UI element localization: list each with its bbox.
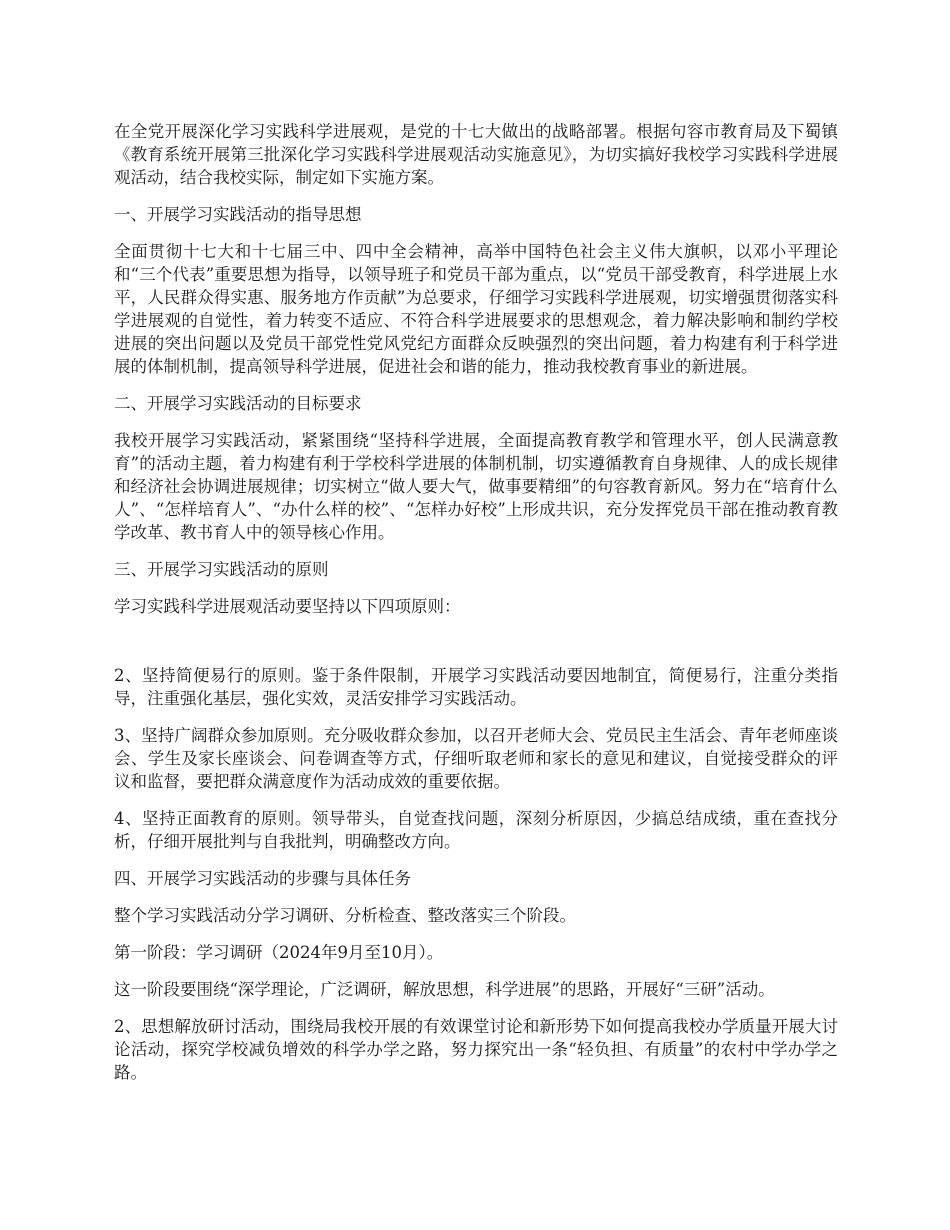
section-4-heading: 四、开展学习实践活动的步骤与具体任务 (114, 869, 411, 888)
section-3-heading: 三、开展学习实践活动的原则 (114, 560, 329, 579)
phase-1-paragraph: 这一阶段要围绕“深学理论，广泛调研，解放思想，科学进展”的思路，开展好“三研”活动。 (114, 980, 775, 999)
principle-2-paragraph: 2、坚持简便易行的原则。鉴于条件限制，开展学习实践活动要因地制宜，简便易行，注重分类指导，注重强化基层，强化实效，灵活安排学习实践活动。 (114, 666, 838, 708)
phase-1-heading: 第一阶段：学习调研（2024年9月至10月）。 (114, 943, 444, 962)
section-4-intro: 整个学习实践活动分学习调研、分析检查、整改落实三个阶段。 (114, 906, 576, 925)
section-2-paragraph: 我校开展学习实践活动，紧紧围绕“坚持科学进展，全面提高教育教学和管理水平，创人民满意教育”的活动主题，着力构建有利于学校科学进展的体制机制，切实遵循教育自身规律、人的成长规律和经济社会协调进展规律；切实树立“做人要大气，做事要精细”的句容教育新风。努力在“培育什么人”、“怎样培育人”、“办什么样的校”、“怎样办好校”上形成共识，充分发挥党员干部在推动教育教学改革、教书育人中的领导核心作用。 (114, 431, 838, 542)
section-2-heading: 二、开展学习实践活动的目标要求 (114, 394, 362, 413)
section-1-paragraph: 全面贯彻十七大和十七届三中、四中全会精神，高举中国特色社会主义伟大旗帜，以邓小平理论和“三个代表”重要思想为指导，以领导班子和党员干部为重点，以“党员干部受教育，科学进展上水平，人民群众得实惠、服务地方作贡献”为总要求，仔细学习实践科学进展观，切实增强贯彻落实科学进展观的自觉性，着力转变不适应、不符合科学进展要求的思想观念，着力解决影响和制约学校进展的突出问题以及党员干部党性党风党纪方面群众反映强烈的突出问题，着力构建有利于科学进展的体制机制，提高领导科学进展，促进社会和谐的能力，推动我校教育事业的新进展。 (114, 242, 838, 376)
phase-1-item-2-paragraph: 2、思想解放研讨活动，围绕局我校开展的有效课堂讨论和新形势下如何提高我校办学质量开展大讨论活动，探究学校减负增效的科学办学之路，努力探究出一条“轻负担、有质量”的农村中学办学之路。 (114, 1017, 838, 1082)
section-1-heading: 一、开展学习实践活动的指导思想 (114, 205, 362, 224)
blank-gap (114, 632, 838, 664)
intro-paragraph: 在全党开展深化学习实践科学进展观，是党的十七大做出的战略部署。根据句容市教育局及下蜀镇《教育系统开展第三批深化学习实践科学进展观活动实施意见》，为切实搞好我校学习实践科学进展观活动，结合我校实际，制定如下实施方案。 (114, 122, 838, 187)
section-3-intro: 学习实践科学进展观活动要坚持以下四项原则： (114, 597, 461, 616)
principle-3-paragraph: 3、坚持广阔群众参加原则。充分吸收群众参加，以召开老师大会、党员民主生活会、青年老师座谈会、学生及家长座谈会、问卷调查等方式，仔细听取老师和家长的意见和建议，自觉接受群众的评议和监督，要把群众满意度作为活动成效的重要依据。 (114, 726, 838, 791)
principle-4-paragraph: 4、坚持正面教育的原则。领导带头，自觉查找问题，深刻分析原因，少搞总结成绩，重在查找分析，仔细开展批判与自我批判，明确整改方向。 (114, 809, 838, 851)
